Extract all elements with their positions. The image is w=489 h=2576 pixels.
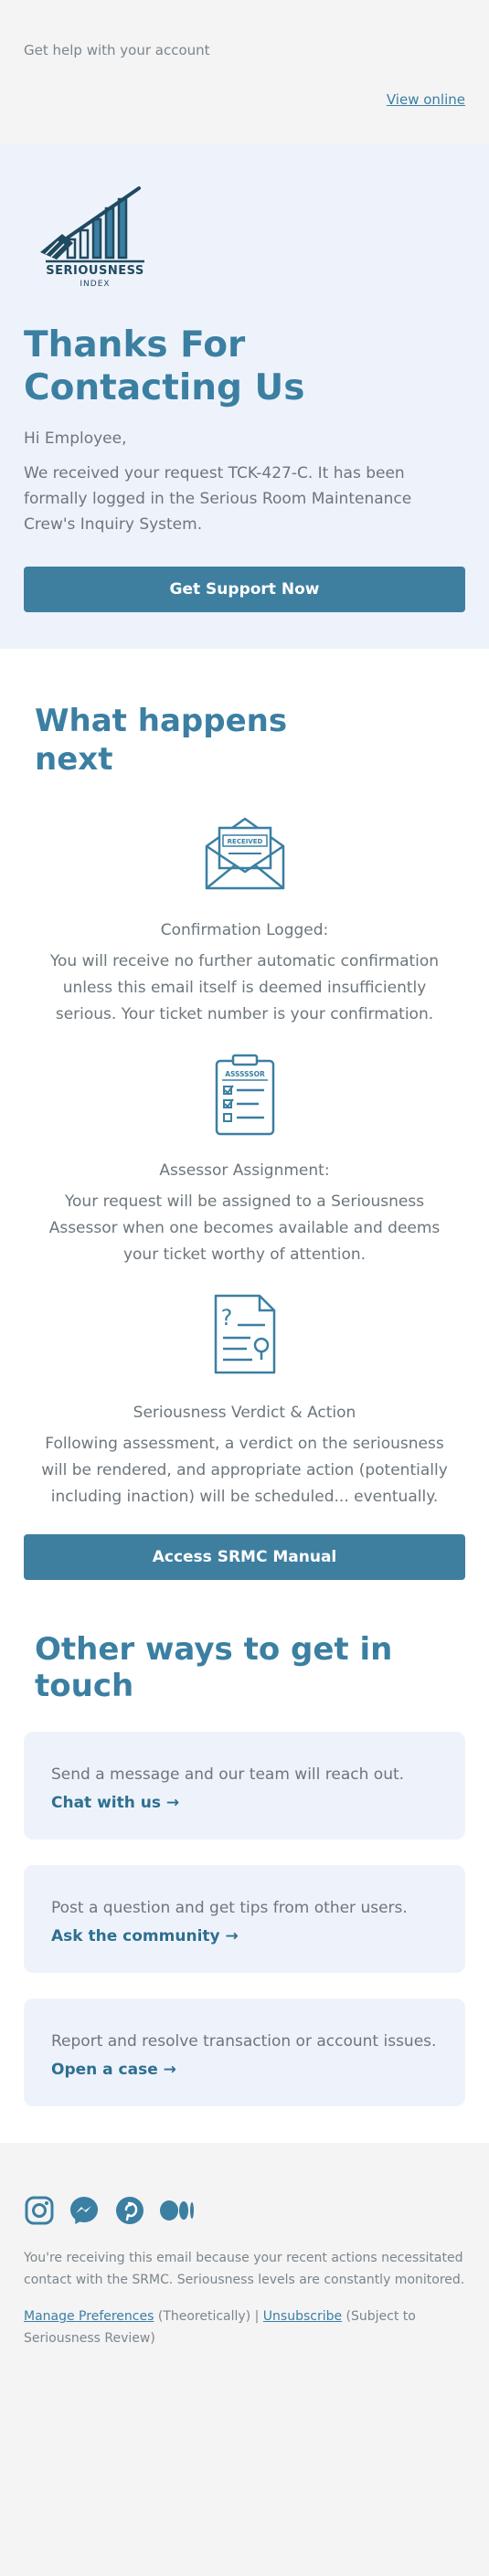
access-srmc-manual-button[interactable]: Access SRMC Manual — [24, 1534, 465, 1580]
card-text: Post a question and get tips from other users. — [51, 1899, 408, 1917]
unsubscribe-suffix: (Subject to Seriousness Review) — [24, 2309, 416, 2346]
clipboard-badge: ASSSSSOR — [224, 1070, 265, 1078]
step-verdict — [24, 1292, 465, 1511]
view-online-link[interactable]: View online — [386, 91, 465, 108]
preheader-help-text: Get help with your account — [24, 42, 210, 58]
card-text: Send a message and our team will reach out. — [51, 1765, 405, 1784]
footer — [0, 2143, 489, 2404]
contact-card-chat — [24, 1732, 465, 1839]
instagram-icon[interactable] — [24, 2195, 55, 2226]
logo-subtitle: INDEX — [80, 280, 111, 289]
manage-preferences-link[interactable]: Manage Preferences — [24, 2309, 154, 2324]
card-text: Report and resolve transaction or account issues. — [51, 2032, 437, 2051]
seriousness-index-logo — [37, 186, 155, 287]
step-description: Your request will be assigned to a Seriousness Assessor when one becomes available and deems your ticket worthy of attention. — [48, 1193, 441, 1264]
chat-with-us-link[interactable]: Chat with us → — [51, 1794, 180, 1812]
what-happens-next-section — [0, 649, 489, 1607]
hero-title: Thanks For Contacting Us — [24, 324, 305, 408]
next-section-title: What happens next — [35, 703, 288, 778]
manage-suffix: (Theoretically) | — [154, 2309, 263, 2324]
pinterest-icon[interactable] — [113, 2194, 146, 2227]
footer-note: You're receiving this email because your recent actions necessitated contact with the SRMC. Seriousness levels are constantly monitored. — [24, 2251, 465, 2287]
preheader — [0, 0, 489, 144]
unsubscribe-link[interactable]: Unsubscribe — [262, 2309, 343, 2324]
open-case-link[interactable]: Open a case → — [51, 2061, 176, 2079]
logo-name: SERIOUSNESS — [46, 264, 144, 278]
step-description: You will receive no further automatic confirmation unless this email itself is deemed insufficiently serious. Your ticket number is your confirmation. — [49, 952, 440, 1023]
social-links — [24, 2194, 465, 2227]
step-title: Confirmation Logged: — [160, 921, 329, 939]
get-support-button[interactable]: Get Support Now — [24, 567, 465, 612]
clipboard-checklist-icon — [213, 1052, 277, 1138]
hero-message: We received your request TCK-427-C. It has been formally logged in the Serious Room Maintenance Crew's Inquiry System. — [24, 464, 412, 534]
document-question-icon — [212, 1292, 278, 1376]
messenger-icon[interactable] — [68, 2194, 101, 2227]
question-mark: ? — [220, 1305, 232, 1330]
step-title: Assessor Assignment: — [159, 1161, 330, 1180]
step-description: Following assessment, a verdict on the seriousness will be rendered, and appropriate action (potentially including inaction) will be scheduled... eventually. — [41, 1435, 448, 1506]
hero-greeting: Hi Employee, — [24, 429, 127, 448]
contact-card-community — [24, 1865, 465, 1973]
contact-card-case — [24, 1998, 465, 2106]
received-envelope-icon — [203, 815, 287, 892]
envelope-badge: RECEIVED — [227, 838, 262, 845]
hero-section — [0, 144, 489, 649]
broom-chart-icon — [37, 186, 154, 263]
medium-icon[interactable] — [159, 2197, 196, 2224]
ways-section-title: Other ways to get in touch — [35, 1631, 393, 1704]
ask-community-link[interactable]: Ask the community → — [51, 1927, 239, 1945]
step-title: Seriousness Verdict & Action — [133, 1404, 356, 1422]
footer-links — [24, 2306, 465, 2349]
step-confirmation — [24, 815, 465, 1028]
other-ways-section — [0, 1607, 489, 2143]
step-assessor — [24, 1052, 465, 1268]
